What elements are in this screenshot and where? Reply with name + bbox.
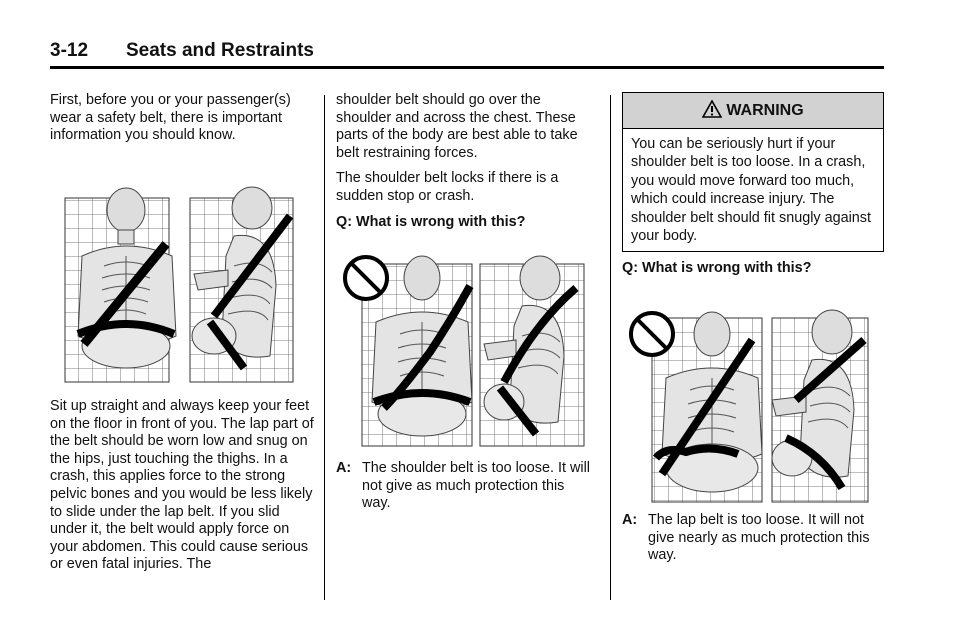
answer-1-text: The shoulder belt is too loose. It will not give as much protection this way. — [362, 460, 590, 512]
page-number: 3-12 — [50, 40, 89, 61]
illustration-loose-lap-belt — [626, 304, 870, 504]
column-divider-1 — [324, 95, 325, 600]
belt-locks-paragraph: The shoulder belt locks if there is a sudden stop or crash. — [336, 170, 559, 204]
warning-header — [623, 93, 883, 129]
continued-paragraph: shoulder belt should go over the shoulder and across the chest. These parts of the body are best able to take belt restraining forces. — [336, 92, 578, 161]
no-symbol-icon — [631, 313, 673, 355]
column-divider-2 — [610, 95, 611, 600]
column-3 — [622, 92, 884, 278]
intro-paragraph: First, before you or your passenger(s) wear a safety belt, there is important information you should know. — [50, 92, 291, 144]
warning-box — [622, 92, 884, 252]
column-1 — [50, 92, 314, 145]
section-title: Seats and Restraints — [126, 40, 314, 61]
warning-triangle-icon — [702, 100, 722, 118]
answer-2-text: The lap belt is too loose. It will not give nearly as much protection this way. — [648, 512, 870, 564]
illustration-loose-shoulder-belt — [340, 252, 586, 448]
no-symbol-icon — [345, 257, 387, 299]
warning-title: WARNING — [726, 102, 804, 119]
illustration-correct-belt — [64, 186, 294, 384]
question-1: Q: What is wrong with this? — [336, 213, 526, 230]
warning-text: You can be seriously hurt if your shoulder belt is too loose. In a crash, you would move forward too much, which could increase injury. The shoulder belt should fit snugly against your body. — [631, 136, 871, 245]
page-header — [50, 38, 884, 69]
answer-1 — [336, 460, 592, 513]
answer-2 — [622, 512, 884, 565]
column-2 — [336, 92, 592, 231]
question-2: Q: What is wrong with this? — [622, 260, 812, 277]
answer-1-label: A: — [336, 460, 352, 476]
answer-2-label: A: — [622, 512, 638, 528]
posture-paragraph: Sit up straight and always keep your feet on the floor in front of you. The lap part of the belt should be worn low and snug on the hips, just touching the thighs. In a crash, this applies force to the strong pelvic bones and you would be less likely to slide under the lap belt. If you slid under it, the belt would apply force on your abdomen. This could cause serious or even fatal injuries. The — [50, 398, 314, 573]
column-1-body — [50, 398, 314, 574]
